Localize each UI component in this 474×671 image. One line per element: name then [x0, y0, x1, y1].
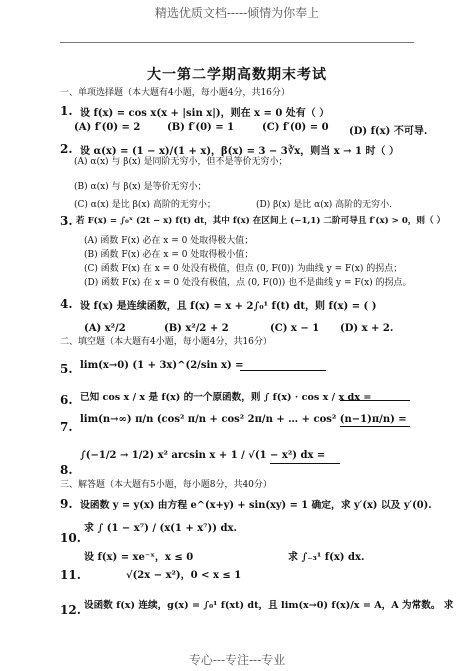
q8-answer-blank[interactable]: [270, 455, 340, 464]
q4-option-a: (A) x²/2: [84, 323, 126, 334]
q6-text: 已知 cos x / x 是 f(x) 的一个原函数，则 ∫ f(x) · cos x / x dx =: [80, 392, 372, 403]
q7-number: 7.: [60, 420, 73, 434]
q1-option-c: (C) f′(0) = 0: [262, 122, 329, 133]
q6-number: 6.: [60, 393, 73, 407]
q3-number: 3.: [60, 214, 73, 228]
q5-text: lim(x→0) (1 + 3x)^(2/sin x) =: [80, 360, 244, 371]
q9-number: 9.: [60, 497, 73, 511]
q3-option-d: (D) 函数 F(x) 在 x = 0 处没有极值，点 (0, F(0)) 也不是曲线 y = F(x) 的拐点。: [84, 278, 412, 288]
q3-text: 若 F(x) = ∫₀ˣ (2t − x) f(t) dt，其中 f(x) 在区间上 (−1,1) 二阶可导且 f′(x) > 0，则（ ）: [76, 216, 446, 226]
q11-case-2: √(2x − x²)，0 < x ≤ 1: [126, 570, 242, 581]
page-footer: 专心---专注---专业: [188, 653, 286, 667]
q2-option-a: (A) α(x) 与 β(x) 是同阶无穷小，但不是等价无穷小；: [74, 157, 288, 167]
q12-number: 12.: [60, 603, 81, 617]
q6-answer-blank[interactable]: [340, 392, 410, 401]
q2-option-b: (B) α(x) 与 β(x) 是等价无穷小；: [74, 182, 207, 192]
q4-option-b: (B) x²/2 + 2: [164, 323, 229, 334]
q3-option-a: (A) 函数 F(x) 必在 x = 0 处取得极大值；: [84, 236, 254, 246]
q7-answer-blank[interactable]: [340, 418, 410, 427]
q9-text: 设函数 y = y(x) 由方程 e^(x+y) + sin(xy) = 1 确定，求 y′(x) 以及 y′(0).: [80, 500, 432, 511]
q4-text: 设 f(x) 是连续函数，且 f(x) = x + 2∫₀¹ f(t) dt，则 f(x) = ( ): [80, 301, 377, 312]
q12-text: 设函数 f(x) 连续，g(x) = ∫₀¹ f(xt) dt，且 lim(x→0) f(x)/x = A，A 为常数。 求: [84, 600, 454, 611]
header-rule: [60, 42, 414, 43]
q1-option-b: (B) f′(0) = 1: [167, 122, 235, 133]
q4-number: 4.: [60, 297, 73, 311]
q4-option-d: (D) x + 2.: [340, 323, 394, 334]
q5-answer-blank[interactable]: [240, 362, 326, 371]
q10-text: 求 ∫ (1 − x⁷) / (x(1 + x⁷)) dx.: [84, 523, 237, 534]
q1-text: 设 f(x) = cos x(x + |sin x|)，则在 x = 0 处有（ ）: [80, 108, 330, 119]
q2-option-d: (D) β(x) 是比 α(x) 高阶的无穷小.: [256, 200, 393, 210]
q1-option-a: (A) f′(0) = 2: [74, 122, 141, 133]
q8-number: 8.: [60, 463, 73, 477]
page-header: 精选优质文档-----倾情为你奉上: [154, 6, 320, 20]
q11-question: 求 ∫₋₃¹ f(x) dx.: [288, 552, 365, 563]
section-3-heading: 三、解答题（本大题有5小题，每小题8分，共40分）: [60, 480, 272, 490]
q4-option-c: (C) x − 1: [270, 323, 320, 334]
section-1-heading: 一、单项选择题（本大题有4小题，每小题4分，共16分）: [60, 88, 290, 98]
q3-option-c: (C) 函数 F(x) 在 x = 0 处没有极值，但点 (0, F(0)) 为曲线 y = F(x) 的拐点；: [84, 264, 403, 274]
q1-number: 1.: [60, 104, 73, 118]
q11-case-1: 设 f(x) = xe⁻ˣ，x ≤ 0: [84, 552, 194, 563]
q8-text: ∫(−1/2 → 1/2) x² arcsin x + 1 / √(1 − x²) dx =: [80, 450, 326, 461]
q1-option-d: (D) f(x) 不可导.: [349, 126, 428, 137]
q2-number: 2.: [60, 142, 73, 156]
q7-text: lim(n→∞) π/n (cos² π/n + cos² 2π/n + … + cos² (n−1)π/n) =: [80, 414, 407, 425]
section-2-heading: 二、填空题（本大题有4小题，每小题4分，共16分）: [60, 337, 272, 347]
q2-option-c: (C) α(x) 是比 β(x) 高阶的无穷小；: [74, 200, 216, 210]
q11-number: 11.: [60, 568, 81, 582]
q10-number: 10.: [60, 531, 81, 545]
q3-option-b: (B) 函数 F(x) 必在 x = 0 处取得极小值；: [84, 250, 254, 260]
q2-text: 设 α(x) = (1 − x)/(1 + x)，β(x) = 3 − 3∛x，则当 x → 1 时（ ）: [80, 146, 399, 157]
exam-title: 大一第二学期高数期末考试: [147, 67, 327, 83]
q5-number: 5.: [60, 362, 73, 376]
